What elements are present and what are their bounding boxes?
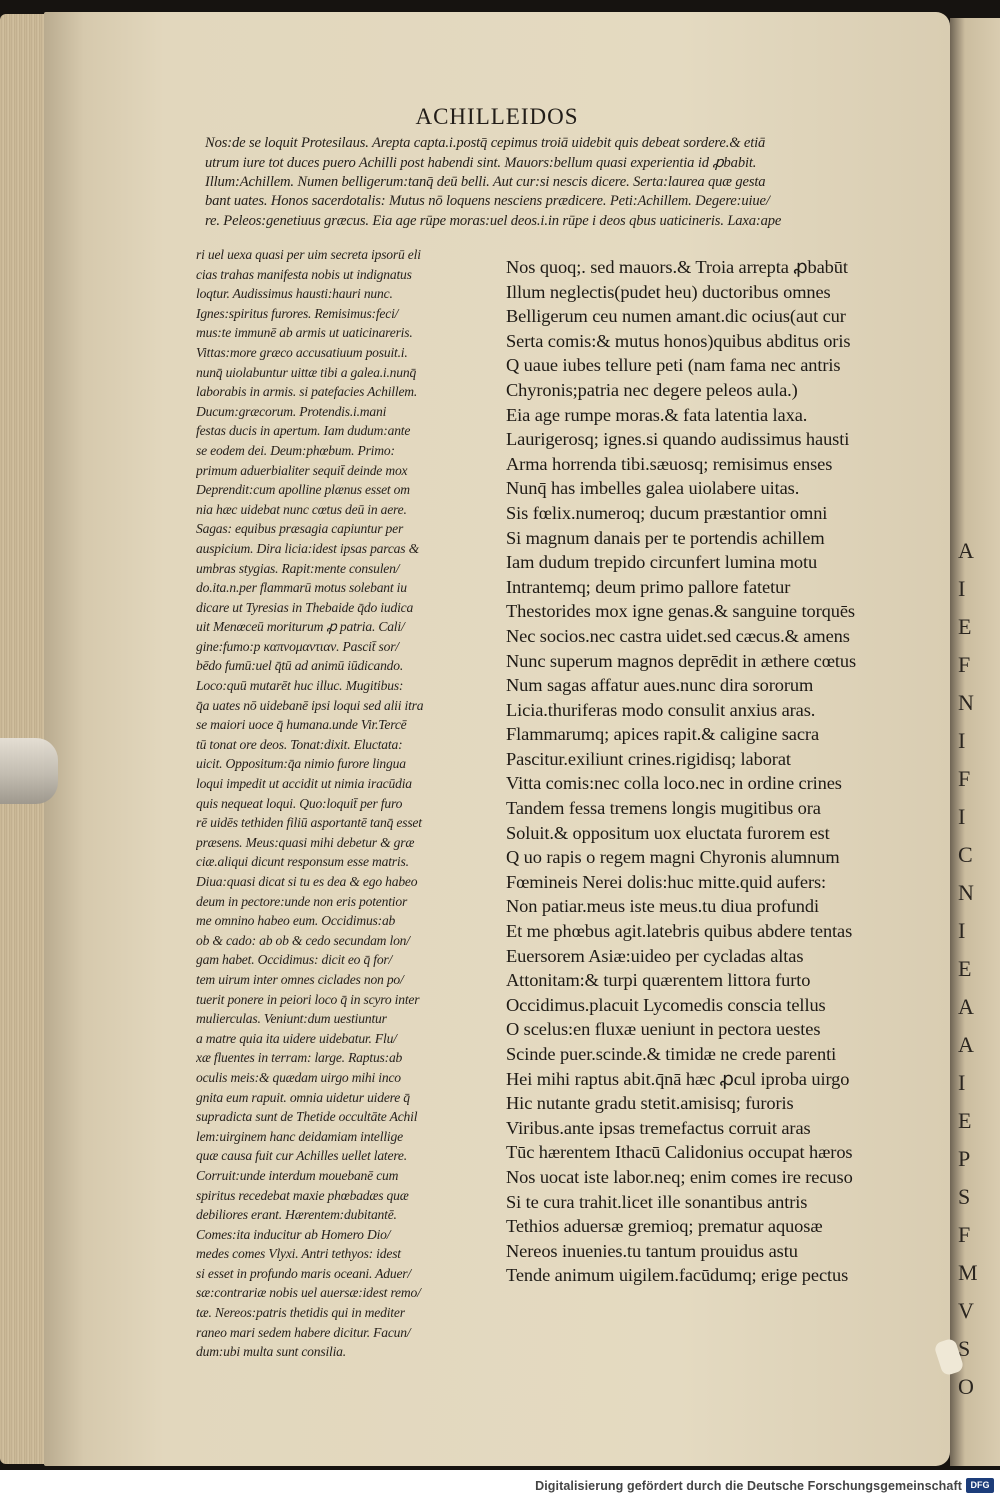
facing-page-glyph: E <box>958 956 972 981</box>
verse-line: Intrantemq; deum primo pallore fatetur <box>506 576 791 597</box>
gloss-line: quis nequeat loqui. Quo:loquit̄ per furo <box>196 795 403 811</box>
facing-page-glyph: E <box>958 1108 972 1133</box>
gloss-line: xæ fluentes in terram: large. Raptus:ab <box>196 1050 403 1066</box>
verse-line: Arma horrenda tibi.sæuosq; remisimus enses <box>506 453 833 474</box>
commentary-line: utrum iure tot duces puero Achilli post habendi sint. Mauors:bellum quasi experientia id ꝓbabit. <box>205 155 757 172</box>
gloss-line: nia hæc uidebat nunc cœtus deū in aere. <box>196 501 407 517</box>
gloss-line: raneo mari sedem habere dicitur. Facun/ <box>196 1324 411 1340</box>
gloss-line: Sagas: equibus præsagia capiuntur per <box>196 521 404 537</box>
gloss-line: spiritus recedebat maxie phœbadæs quæ <box>196 1187 409 1203</box>
gloss-line: do.ita.n.per flammarū motus solebant iu <box>196 580 407 596</box>
gloss-line: bēdo fumū:uel q̄tū ad animū iūdicando. <box>196 658 404 674</box>
gloss-line: gnita eum rapuit. omnia uidetur uidere q̄ <box>196 1089 410 1105</box>
facing-page-glyph: S <box>958 1336 971 1361</box>
verse-line: Tandem fessa tremens longis mugitibus ora <box>506 798 821 819</box>
facing-page-glyph: I <box>958 918 966 943</box>
footer-bar <box>0 1470 1000 1502</box>
verse-line: Serta comis:& mutus honos)quibus abditus oris <box>506 330 851 351</box>
running-head: ACHILLEIDOS <box>415 104 579 129</box>
gloss-line: deum in pectore:unde non eris potentior <box>196 893 408 909</box>
gloss-line: uicit. Oppositum:q̄a nimio furore lingua <box>196 756 406 772</box>
gloss-line: auspicium. Dira licia:idest ipsas parcas & <box>196 540 419 556</box>
facing-page-glyph: I <box>958 728 966 753</box>
gloss-line: Loco:quū mutarēt huc illuc. Mugitibus: <box>196 678 404 694</box>
verse-line: Et me phœbus agit.latebris quibus abdere tentas <box>506 921 853 942</box>
commentary-line: Nos:de se loquit Protesilaus. Arepta capta.i.postq̄ cepimus troiā uidebit quis debeat sordere.& etiā <box>205 135 766 151</box>
facing-page-glyph: M <box>958 1260 978 1285</box>
gloss-line: oculis meis:& quædam uirgo mihi inco <box>196 1069 401 1085</box>
gloss-line: rē uidēs tethiden filiū asportantē tanq̄ esset <box>196 815 422 831</box>
facing-page-glyph: F <box>958 766 971 791</box>
gloss-line: me omnino habeo eum. Occidimus:ab <box>196 913 396 929</box>
verse-line: Nunc superum magnos deprēdit in æthere cœtus <box>506 650 857 671</box>
gloss-line: mus:te immunē ab armis ut uaticinareris. <box>196 325 413 341</box>
gloss-line: sæ:contrariæ nobis uel auersæ:idest remo/ <box>196 1285 421 1301</box>
verse-line: Flammarumq; apices rapit.& caligine sacra <box>506 724 820 745</box>
gloss-line: debiliores erant. Hærentem:dubitantē. <box>196 1207 397 1223</box>
facing-page-glyph: N <box>958 690 974 715</box>
verse-line: Hic nutante gradu stetit.amisisq; furoris <box>506 1093 794 1114</box>
verse-line: Vitta comis:nec colla loco.nec in ordine crines <box>506 773 842 794</box>
verse-line: Nereos inuenies.tu tantum prouidus astu <box>506 1240 798 1261</box>
gloss-line: tem uirum inter omnes ciclades non po/ <box>196 971 404 987</box>
gloss-line: quæ causa fuit cur Achilles uellet latere. <box>196 1148 407 1164</box>
verse-line: Nos quoq;. sed mauors.& Troia arrepta ꝓbabūt <box>506 257 848 277</box>
gloss-line: lem:uirginem hanc deidamiam intellige <box>196 1128 403 1144</box>
gloss-line: nunq̄ uiolabuntur uittæ tibi a galea.i.nunq̄ <box>196 364 417 380</box>
verse-line: Tende animum uigilem.facūdumq; erige pectus <box>506 1265 849 1286</box>
gloss-line: Comes:ita inducitur ab Homero Dio/ <box>196 1226 391 1242</box>
verse-line: Fœmineis Nerei dolis:huc mitte.quid aufers: <box>506 871 827 892</box>
verse-line: Q uo rapis o regem magni Chyronis alumnum <box>506 847 840 868</box>
verse-line: Belligerum ceu numen amant.dic ocius(aut cur <box>506 306 846 327</box>
gloss-line: mulierculas. Veniunt:dum uestiuntur <box>196 1011 387 1027</box>
verse-line: Nec socios.nec castra uidet.sed cæcus.& amens <box>506 625 850 646</box>
commentary-line: bant uates. Honos sacerdotalis: Mutus nō loquens nesciens prædicere. Peti:Achillem. Degere:uiue/ <box>205 193 770 210</box>
gloss-line: gine:fumo:p καπνομαντιαν. Pascit̄ sor/ <box>196 638 399 654</box>
facing-page-glyph: V <box>958 1298 974 1323</box>
gloss-line: Ignes:spiritus furores. Remisimus:feci/ <box>196 305 399 321</box>
facing-page-glyph: N <box>958 880 974 905</box>
facing-page-glyph: I <box>958 576 966 601</box>
verse-line: Licia.thuriferas modo consulit anxius aras. <box>506 699 816 720</box>
verse-line: Chyronis;patria nec degere peleos aula.) <box>506 379 798 400</box>
verse-line: Num sagas affatur aues.nunc dira sororum <box>506 675 814 696</box>
gloss-line: medes comes Vlyxi. Antri tethyos: idest <box>196 1246 401 1262</box>
verse-line: Si te cura trahit.licet ille sonantibus antris <box>506 1191 808 1212</box>
gloss-line: loqui impedit ut accidit ut nimia iracūdia <box>196 776 412 792</box>
gloss-line: ob & cado: ab ob & cedo secundam lon/ <box>196 932 410 948</box>
gloss-line: supradicta sunt de Thetide occultāte Achil <box>196 1109 418 1125</box>
gloss-line: ciæ.aliqui dicunt responsum esse matris. <box>196 854 409 870</box>
gloss-line: tæ. Nereos:patris thetidis qui in mediter <box>196 1305 405 1321</box>
verse-line: Viribus.ante ipsas tremefactus corruit aras <box>506 1117 811 1138</box>
gloss-line: laborabis in armis. si patefacies Achillem. <box>196 384 418 400</box>
verse-line: Tūc hærentem Ithacū Calidonius occupat hæros <box>506 1142 853 1163</box>
verse-line: Iam dudum trepido circunfert lumina motu <box>506 552 818 573</box>
facing-page-glyph: S <box>958 1184 971 1209</box>
facing-page-glyph: E <box>958 614 972 639</box>
gloss-line: q̄a uates nō uidebanē ipsi loqui sed alii itra <box>196 697 424 713</box>
gloss-line: gam habet. Occidimus: dicit eo q̄ for/ <box>196 952 393 968</box>
dfg-logo: DFG <box>966 1478 994 1493</box>
facing-page-glyph: I <box>958 804 966 829</box>
facing-page-glyph: O <box>958 1374 974 1399</box>
gloss-line: dicare ut Tyresias in Thebaide q̄do iudica <box>196 599 414 615</box>
funding-credit: Digitalisierung gefördert durch die Deutsche Forschungsgemeinschaft <box>535 1479 962 1493</box>
facing-page-glyph: F <box>958 652 971 677</box>
verse-line: Occidimus.placuit Lycomedis conscia tellus <box>506 994 826 1015</box>
verse-line: Soluit.& oppositum uox eluctata furorem est <box>506 822 830 843</box>
facing-page-edge <box>950 18 1000 1466</box>
facing-page-glyph: C <box>958 842 973 867</box>
facing-page-glyph: F <box>958 1222 971 1247</box>
facing-page-glyph: A <box>958 994 974 1019</box>
gloss-line: Diua:quasi dicat si tu es dea & ego habeo <box>196 874 418 889</box>
gloss-line: a matre quia ita uidere uidebatur. Flu/ <box>196 1030 397 1046</box>
gloss-line: se maiori uoce q̄ humana.unde Vir.Tercē <box>196 717 407 733</box>
gloss-line: festas ducis in apertum. Iam dudum:ante <box>196 423 411 439</box>
gloss-line: loqtur. Audissimus hausti:hauri nunc. <box>196 286 393 302</box>
verse-line: Nunq̄ has imbelles galea uiolabere uitas. <box>506 478 800 499</box>
verse-column <box>506 255 966 1288</box>
verse-line: O scelus:en fluxæ ueniunt in pectora uestes <box>506 1019 821 1040</box>
gloss-line: præsens. Meus:quasi mihi debetur & græ <box>196 834 415 850</box>
gloss-line: cias trahas manifesta nobis ut indignatus <box>196 266 412 282</box>
binding-clip <box>0 738 58 804</box>
verse-line: Pascitur.exiliunt crines.rigidisq; laborat <box>506 748 791 769</box>
gloss-line: Vittas:more græco accusatiuum posuit.i. <box>196 344 408 360</box>
gloss-line: tuerit ponere in peiori loco q̄ in scyro inter <box>196 991 420 1007</box>
commentary-line: re. Peleos:genetiuus græcus. Eia age rūpe moras:uel deos.i.in rūpe i deos qbus uaticineris. Laxa:ape <box>205 212 782 229</box>
verse-line: Hei mihi raptus abit.q̄nā hæc ꝓcul iproba uirgo <box>506 1068 850 1089</box>
verse-line: Non patiar.meus iste meus.tu diua profundi <box>506 896 819 917</box>
gloss-line: tū tonat ore deos. Tonat:dixit. Eluctata: <box>196 736 403 752</box>
verse-line: Tethios aduersæ gremioq; prematur aquosæ <box>506 1216 823 1237</box>
facing-page-glyph: I <box>958 1070 966 1095</box>
verse-line: Eia age rumpe moras.& fata latentia laxa. <box>506 404 808 425</box>
gloss-line: se eodem dei. Deum:phœbum. Primo: <box>196 442 395 458</box>
gloss-line: Corruit:unde interdum mouebanē cum <box>196 1167 399 1183</box>
gloss-line: umbras stygias. Rapit:mente consulen/ <box>196 560 400 576</box>
gloss-line: dum:ubi multa sunt consilia. <box>196 1344 346 1360</box>
facing-page-glyph: A <box>958 538 974 563</box>
verse-line: Attonitam:& turpi quærentem littora furto <box>506 970 811 991</box>
gloss-line: primum aduerbialiter sequit̄ deinde mox <box>196 462 408 478</box>
verse-line: Nos uocat iste labor.neq; enim comes ire recuso <box>506 1166 853 1187</box>
book-page <box>44 12 950 1466</box>
gloss-line: Deprendit:cum apolline plænus esset om <box>196 482 410 498</box>
commentary-column <box>196 245 532 1362</box>
gloss-line: Ducum:græcorum. Protendis.i.mani <box>196 403 387 419</box>
verse-line: Illum neglectis(pudet heu) ductoribus omnes <box>506 281 831 302</box>
verse-line: Laurigerosq; ignes.si quando audissimus hausti <box>506 429 850 450</box>
verse-line: Euersorem Asiæ:uideo per cycladas altas <box>506 945 804 966</box>
verse-line: Q uaue iubes tellure peti (nam fama nec antris <box>506 355 841 376</box>
verse-line: Si magnum danais per te portendis achillem <box>506 527 825 548</box>
verse-line: Thestorides mox igne genas.& sanguine torquēs <box>506 601 855 622</box>
facing-page-glyph: P <box>958 1146 971 1171</box>
verse-line: Scinde puer.scinde.& timidæ ne crede parenti <box>506 1044 837 1064</box>
commentary-line: Illum:Achillem. Numen belligerum:tanq̄ deū belli. Aut cur:si nescis dicere. Serta:laurea quæ gesta <box>205 173 766 190</box>
gloss-line: ri uel uexa quasi per uim secreta ipsorū eli <box>196 247 421 262</box>
gloss-line: si esset in profundo maris oceani. Aduer/ <box>196 1265 411 1281</box>
gloss-line: uit Menœceū moriturum ꝓ patria. Cali/ <box>196 619 405 635</box>
facing-page-glyph: A <box>958 1032 974 1057</box>
verse-line: Sis fœlix.numeroq; ducum præstantior omni <box>506 502 828 523</box>
